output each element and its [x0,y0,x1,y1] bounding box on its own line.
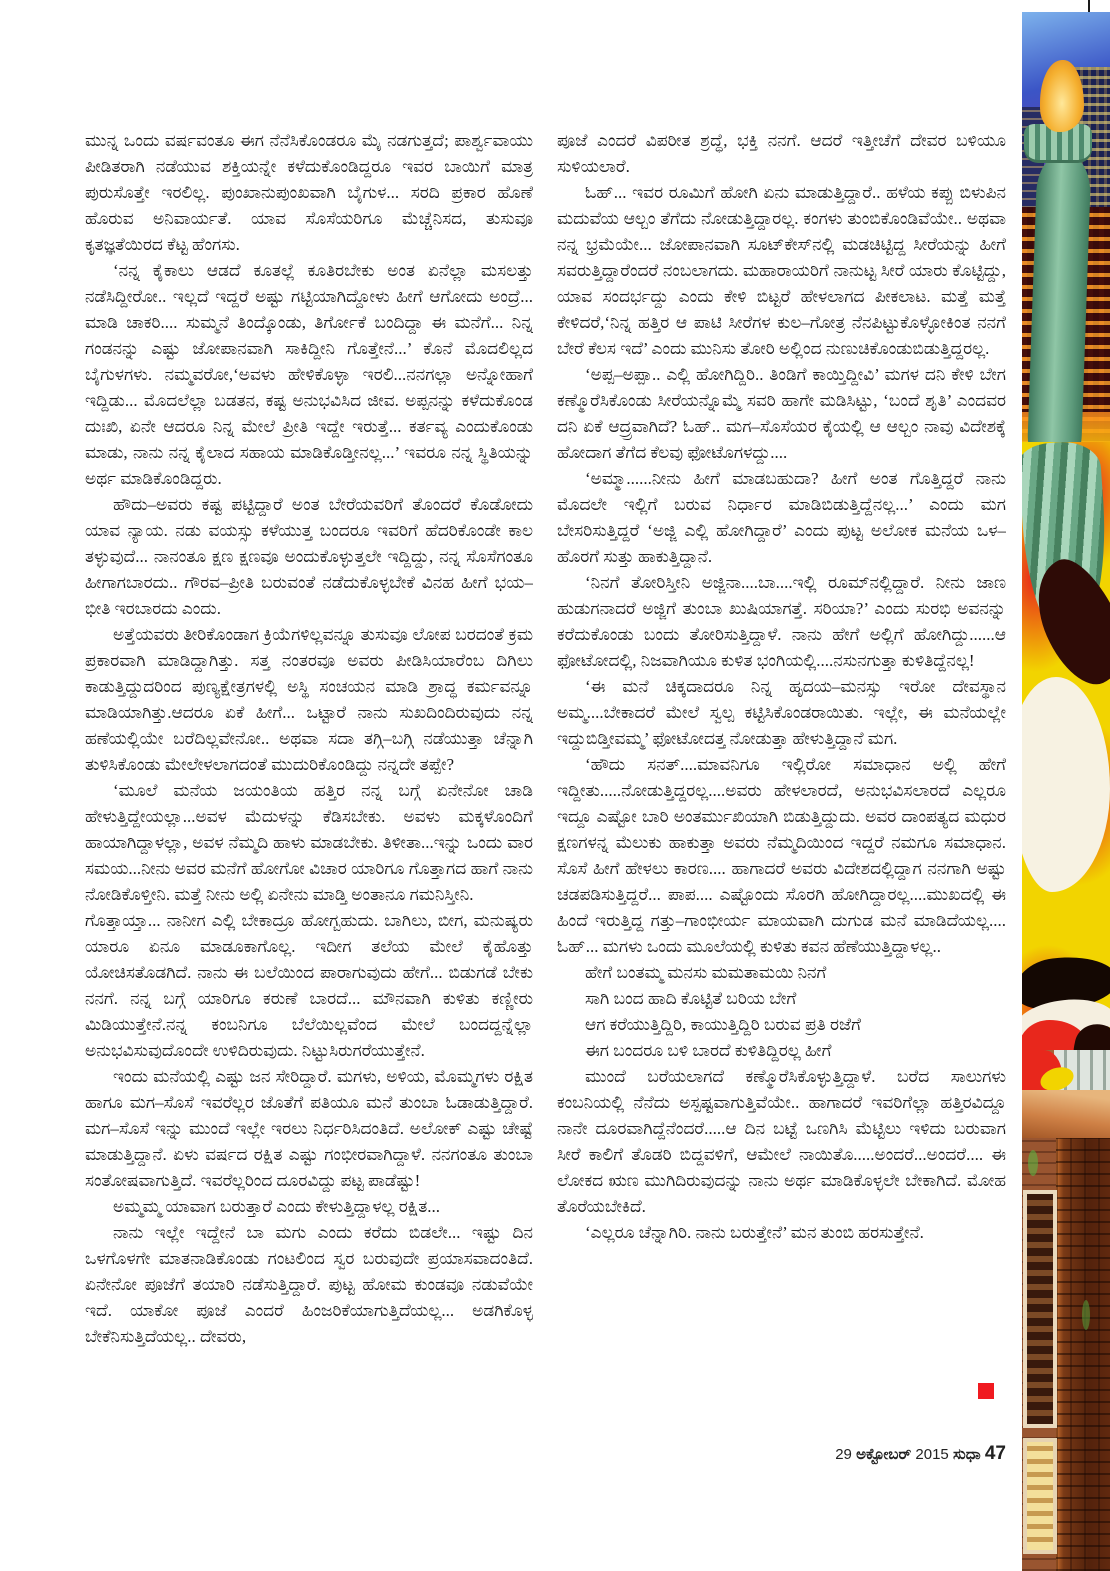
brick-pillar-art [1056,1138,1110,1571]
poem-line: ಸಾಗಿ ಬಂದ ಹಾದಿ ಕೊಟ್ಟಿತೆ ಬರಿಯ ಬೇಗೆ [585,989,797,1008]
paragraph: ಓಹ್... ಇವರ ರೂಮಿಗೆ ಹೋಗಿ ಏನು ಮಾಡುತ್ತಿದ್ದಾರೆ.. ಹಳೆಯ ಕಪ್ಪು ಬಿಳುಪಿನ ಮದುವೆಯ ಆಲ್ಬಂ ತೆಗೆದು ನೋಡುತ್ತಿದ್ದಾರಲ್ಲ. ಕಂಗಳು ತುಂಬಿಕೊಂಡಿವೆಯೇ.. ಅಥವಾ ನನ್ನ ಭ್ರಮೆಯೇ... ಜೋಪಾನವಾಗಿ ಸೂಟ್‌ಕೇಸ್‌ನಲ್ಲಿ ಮಡಚಿಟ್ಟಿದ್ದ ಸೀರೆಯನ್ನು ಹೀಗೆ ಸವರುತ್ತಿದ್ದಾರೆಂದರೆ ನಂಬಲಾಗದು. ಮಹಾರಾಯರಿಗೆ ನಾನುಟ್ಟ ಸೀರೆ ಯಾರು ಕೊಟ್ಟಿದ್ದು, ಯಾವ ಸಂದರ್ಭದ್ದು ಎಂದು ಕೇಳಿ ಬಿಟ್ಟರೆ ಹೇಳಲಾಗದ ಪೀಕಲಾಟ. ಮತ್ತೆ ಮತ್ತೆ ಕೇಳಿದರೆ,‘ನಿನ್ನ ಹತ್ತಿರ ಆ ಪಾಟಿ ಸೀರೆಗಳ ಕುಲ–ಗೋತ್ರ ನೆನಪಿಟ್ಟುಕೊಳ್ಳೋಕಿಂತ ನನಗೆ ಬೇರೆ ಕೆಲಸ ಇದೆ’ ಎಂದು ಮುನಿಸು ತೋರಿ ಅಲ್ಲಿಂದ ನುಣುಚಿಕೊಂಡುಬಿಡುತ್ತಿದ್ದರಲ್ಲ. [557,183,1006,358]
paragraph: ಮುನ್ನ ಒಂದು ವರ್ಷವಂತೂ ಈಗ ನೆನೆಸಿಕೊಂಡರೂ ಮೈ ನಡಗುತ್ತದೆ; ಪಾರ್ಶ್ವವಾಯು ಪೀಡಿತರಾಗಿ ನಡೆಯುವ ಶಕ್ತಿಯನ್ನೇ ಕಳೆದುಕೊಂಡಿದ್ದರೂ ಇವರ ಬಾಯಿಗೆ ಮಾತ್ರ ಪುರುಸೊತ್ತೇ ಇರಲಿಲ್ಲ. ಪುಂಖಾನುಪುಂಖವಾಗಿ ಬೈಗುಳ... ಸರದಿ ಪ್ರಕಾರ ಹೊಣೆ ಹೊರುವ ಅನಿವಾರ್ಯತೆ. ಯಾವ ಸೊಸೆಯರಿಗೂ ಮೆಚ್ಚೆನಿಸದ, ತುಸುವೂ ಕೃತಜ್ಞತೆಯಿರದ ಕೆಟ್ಟ ಹೆಂಗಸು. [85,131,533,254]
page-number: 47 [984,1443,1006,1464]
footer-month: ಅಕ್ಟೋಬರ್ [856,1446,912,1463]
paragraph: ಗೊತ್ತಾಯ್ತಾ... ನಾನೀಗ ಎಲ್ಲಿ ಬೇಕಾದ್ರೂ ಹೋಗ್ಬಹುದು. ಬಾಗಿಲು, ಬೀಗ, ಮನುಷ್ಯರು ಯಾರೂ ಏನೂ ಮಾಡೂಕಾಗೊಲ್ಲ. ಇದೀಗ ತಲೆಯ ಮೇಲೆ ಕೈಹೊತ್ತು ಯೋಚಿಸತೊಡಗಿದೆ. ನಾನು ಈ ಬಲೆಯಿಂದ ಪಾರಾಗುವುದು ಹೇಗೆ... ಬಿಡುಗಡೆ ಬೇಕು ನನಗೆ. ನನ್ನ ಬಗ್ಗೆ ಯಾರಿಗೂ ಕರುಣೆ ಬಾರದೆ... ಮೌನವಾಗಿ ಕುಳಿತು ಕಣ್ಣೀರು ಮಿಡಿಯುತ್ತೇನೆ.ನನ್ನ ಕಂಬನಿಗೂ ಬೆಲೆಯಿಲ್ಲವೆಂದ ಮೇಲೆ ಬಂದದ್ದನ್ನೆಲ್ಲಾ ಅನುಭವಿಸುವುದೊಂದೇ ಉಳಿದಿರುವುದು. ನಿಟ್ಟುಸಿರುಗರೆಯುತ್ತೇನೆ. [85,911,533,1060]
brick-building-art [1022,1050,1110,1571]
paragraph: ‘ನಿನಗೆ ತೋರಿಸ್ತೀನಿ ಅಜ್ಜಿನಾ....ಬಾ....ಇಲ್ಲಿ ರೂಮ್‌ನಲ್ಲಿದ್ದಾರೆ. ನೀನು ಜಾಣ ಹುಡುಗನಾದರೆ ಅಜ್ಜಿಗೆ ತುಂಬಾ ಖುಷಿಯಾಗತ್ತೆ. ಸರಿಯಾ?’ ಎಂದು ಸುರಭಿ ಅವನನ್ನು ಕರೆದುಕೊಂಡು ಬಂದು ತೋರಿಸುತ್ತಿದ್ದಾಳೆ. ನಾನು ಹೇಗೆ ಅಲ್ಲಿಗೆ ಹೋಗಿದ್ದು......ಆ ಫೋಟೋದಲ್ಲಿ, ನಿಜವಾಗಿಯೂ ಕುಳಿತ ಭಂಗಿಯಲ್ಲಿ....ನಸುನಗುತ್ತಾ ಕುಳಿತಿದ್ದೆನಲ್ಲ! [557,573,1006,670]
poem-line: ಆಗ ಕರೆಯುತ್ತಿದ್ದಿರಿ, ಕಾಯುತ್ತಿದ್ದಿರಿ ಬರುವ ಪ್ರತಿ ರಜೆಗೆ [585,1015,861,1034]
poem-block [557,960,1006,1064]
building-cornice-art [1022,1090,1110,1142]
paragraph: ‘ನನ್ನ ಕೈಕಾಲು ಆಡದೆ ಕೂತಲ್ಲೆ ಕೂತಿರಬೇಕು ಅಂತ ಏನೆಲ್ಲಾ ಮಸಲತ್ತು ನಡೆಸಿದ್ದೀರೋ.. ಇಲ್ಲದೆ ಇದ್ದರೆ ಅಷ್ಟು ಗಟ್ಟಿಯಾಗಿದ್ದೋಳು ಹೀಗೆ ಆಗೋದು ಅಂದ್ರೆ... ಮಾಡಿ ಚಾಕರಿ.... ಸುಮ್ಮನೆ ತಿಂದ್ಕೊಂಡು, ತಿರ್ಗೋಕೆ ಬಂದಿದ್ದಾ ಈ ಮನೆಗೆ... ನಿನ್ನ ಗಂಡನನ್ನು ಎಷ್ಟು ಜೋಪಾನವಾಗಿ ಸಾಕಿದ್ದೀನಿ ಗೊತ್ತೇನೆ...’ ಕೊನೆ ಮೊದಲಿಲ್ಲದ ಬೈಗುಳಗಳು. ನಮ್ಮವರೋ,‘ಅವಳು ಹೇಳಿಕೊಳ್ಳಾ ಇರಲಿ...ನನಗಲ್ಲಾ ಅನ್ನೋಹಾಗೆ ಇದ್ದಿಡು... ಮೊದಲೆಲ್ಲಾ ಬಡತನ, ಕಷ್ಟ ಅನುಭವಿಸಿದ ಜೀವ. ಅಪ್ಪನನ್ನು ಕಳೆದುಕೊಂಡ ದುಃಖಿ, ಏನೇ ಆದರೂ ನಿನ್ನ ಮೇಲೆ ಪ್ರೀತಿ ಇದ್ದೇ ಇರುತ್ತೆ... ಕರ್ತವ್ಯ ಎಂದುಕೊಂಡು ಮಾಡು, ನಾನು ನನ್ನ ಕೈಲಾದ ಸಹಾಯ ಮಾಡಿಕೊಡ್ತೀನಲ್ಲ...’ ಇವರೂ ನನ್ನ ಸ್ಥಿತಿಯನ್ನು ಅರ್ಥ ಮಾಡಿಕೊಂಡಿದ್ದರು. [85,261,533,488]
green-fleck-art [1082,1300,1090,1330]
green-fleck-art [1028,1150,1038,1176]
paragraph: ‘ಹೌದು ಸನತ್....ಮಾವನಿಗೂ ಇಲ್ಲಿರೋ ಸಮಾಧಾನ ಅಲ್ಲಿ ಹೇಗೆ ಇದ್ದೀತು.....ನೋಡುತ್ತಿದ್ದರಲ್ಲ....ಅವರು ಹೇಳಲಾರದೆ, ಅನುಭವಿಸಲಾರದೆ ಎಲ್ಲರೂ ಇದ್ದೂ ಎಷ್ಟೋ ಬಾರಿ ಅಂತರ್ಮುಖಿಯಾಗಿ ಬಿಡುತ್ತಿದ್ದುದು. ಅವರ ದಾಂಪತ್ಯದ ಮಧುರ ಕ್ಷಣಗಳನ್ನ ಮೆಲುಕು ಹಾಕುತ್ತಾ ಅವರು ನೆಮ್ಮದಿಯಿಂದ ಇದ್ದರೆ ನಮಗೂ ಸಮಾಧಾನ. ಸೊಸೆ ಹೀಗೆ ಹೇಳಲು ಕಾರಣ.... ಹಾಗಾದರೆ ಅವರು ವಿದೇಶದಲ್ಲಿದ್ದಾಗ ನನಗಾಗಿ ಅಷ್ಟು ಚಡಪಡಿಸುತ್ತಿದ್ದರೆ... ಪಾಪ.... ಎಷ್ಟೊಂದು ಸೊರಗಿ ಹೋಗಿದ್ದಾರಲ್ಲ....ಮುಖದಲ್ಲಿ ಈ ಹಿಂದೆ ಇರುತ್ತಿದ್ದ ಗತ್ತು–ಗಾಂಭೀರ್ಯ ಮಾಯವಾಗಿ ದುಗುಡ ಮನೆ ಮಾಡಿದೆಯಲ್ಲ.... ಓಹ್... ಮಗಳು ಒಂದು ಮೂಲೆಯಲ್ಲಿ ಕುಳಿತು ಕವನ ಹೆಣೆಯುತ್ತಿದ್ದಾಳಲ್ಲ.. [557,755,1006,956]
paragraph: ಇಂದು ಮನೆಯಲ್ಲಿ ಎಷ್ಟು ಜನ ಸೇರಿದ್ದಾರೆ. ಮಗಳು, ಅಳಿಯ, ಮೊಮ್ಮಗಳು ರಕ್ಷಿತ ಹಾಗೂ ಮಗ–ಸೊಸೆ ಇವರೆಲ್ಲರ ಜೊತೆಗೆ ಪತಿಯೂ ಮನೆ ತುಂಬಾ ಓಡಾಡುತ್ತಿದ್ದಾರೆ. ಮಗ–ಸೊಸೆ ಇನ್ನು ಮುಂದೆ ಇಲ್ಲೇ ಇರಲು ನಿರ್ಧರಿಸಿದಂತಿದೆ. ಅಲೋಕ್ ಎಷ್ಟು ಚೇಷ್ಟೆ ಮಾಡುತ್ತಿದ್ದಾನೆ. ಏಳು ವರ್ಷದ ರಕ್ಷಿತ ಎಷ್ಟು ಗಂಭೀರವಾಗಿದ್ದಾಳೆ. ನನಗಂತೂ ತುಂಬಾ ಸಂತೋಷವಾಗುತ್ತಿದೆ. ಇವರೆಲ್ಲರಿಂದ ದೂರವಿದ್ದು ಪಟ್ಟ ಪಾಡೆಷ್ಟು! [85,1067,533,1190]
poem-line: ಹೇಗೆ ಬಂತಮ್ಮ ಮನಸು ಮಮತಾಮಯಿ ನಿನಗೆ [585,963,827,982]
end-of-article-marker [978,1383,994,1399]
paragraph: ಹೌದು–ಅವರು ಕಷ್ಟ ಪಟ್ಟಿದ್ದಾರೆ ಅಂತ ಬೇರೆಯವರಿಗೆ ತೊಂದರೆ ಕೊಡೋದು ಯಾವ ನ್ಯಾಯ. ನಡು ವಯಸ್ಸು ಕಳೆಯುತ್ತ ಬಂದರೂ ಇವರಿಗೆ ಹೆದರಿಕೊಂಡೇ ಕಾಲ ತಳ್ಳುವುದೆ... ನಾನಂತೂ ಕ್ಷಣ ಕ್ಷಣವೂ ಅಂದುಕೊಳ್ಳುತ್ತಲೇ ಇದ್ದಿದ್ದು, ನನ್ನ ಸೊಸೆಗಂತೂ ಹೀಗಾಗಬಾರದು.. ಗೌರವ–ಪ್ರೀತಿ ಬರುವಂತೆ ನಡೆದುಕೊಳ್ಳಬೇಕೆ ವಿನಹ ಹೀಗೆ ಭಯ–ಭೀತಿ ಇರಬಾರದು ಎಂದು. [85,495,533,618]
magazine-name: ಸುಧಾ [952,1446,981,1463]
footer-year: 2015 [915,1446,949,1463]
article-right-column [557,128,1006,1418]
building-window-art [1023,1190,1057,1428]
paragraph: ನಾನು ಇಲ್ಲೇ ಇದ್ದೇನೆ ಬಾ ಮಗು ಎಂದು ಕರೆದು ಬಿಡಲೇ... ಇಷ್ಟು ದಿನ ಒಳಗೊಳಗೇ ಮಾತನಾಡಿಕೊಂಡು ಗಂಟಲಿಂದ ಸ್ವರ ಬರುವುದೇ ಪ್ರಯಾಸವಾದಂತಿದೆ. ಏನೇನೋ ಪೂಜೆಗೆ ತಯಾರಿ ನಡೆಸುತ್ತಿದ್ದಾರೆ. ಪುಟ್ಟ ಹೋಮ ಕುಂಡವೂ ನಡುವೆಯೇ ಇದೆ. ಯಾಕೋ ಪೂಜೆ ಎಂದರೆ ಹಿಂಜರಿಕೆಯಾಗುತ್ತಿದೆಯಲ್ಲ... ಅಡಗಿಕೊಳ್ಳ ಬೇಕೆನಿಸುತ್ತಿದೆಯಲ್ಲ.. ದೇವರು, [85,1223,533,1346]
paragraph: ‘ಮೂಲೆ ಮನೆಯ ಜಯಂತಿಯ ಹತ್ತಿರ ನನ್ನ ಬಗ್ಗೆ ಏನೇನೋ ಚಾಡಿ ಹೇಳುತ್ತಿದ್ದೇಯಲ್ಲಾ...ಅವಳ ಮೆದುಳನ್ನು ಕೆಡಿಸಬೇಕು. ಅವಳು ಮಕ್ಕಳೊಂದಿಗೆ ಹಾಯಾಗಿದ್ದಾಳಲ್ಲಾ, ಅವಳ ನೆಮ್ಮದಿ ಹಾಳು ಮಾಡಬೇಕು. ತಿಳೀತಾ...ಇನ್ನು ಒಂದು ವಾರ ಸಮಯ...ನೀನು ಅವರ ಮನೆಗೆ ಹೋಗೋ ವಿಚಾರ ಯಾರಿಗೂ ಗೊತ್ತಾಗದ ಹಾಗೆ ನಾನು ನೋಡಿಕೊಳ್ತೀನಿ. ಮತ್ತೆ ನೀನು ಅಲ್ಲಿ ಏನೇನು ಮಾಡ್ತಿ ಅಂತಾನೂ ಗಮನಿಸ್ತೀನಿ. [85,781,533,904]
building-lit-window-art [1023,1438,1057,1554]
paragraph: ‘ಈ ಮನೆ ಚಿಕ್ಕದಾದರೂ ನಿನ್ನ ಹೃದಯ–ಮನಸ್ಸು ಇರೋ ದೇವಸ್ಥಾನ ಅಮ್ಮ....ಬೇಕಾದರೆ ಮೇಲೆ ಸ್ವಲ್ಪ ಕಟ್ಟಿಸಿಕೊಂಡರಾಯಿತು. ಇಲ್ಲೇ, ಈ ಮನೆಯಲ್ಲೇ ಇದ್ದುಬಿಡ್ತೀವಮ್ಮ’ ಫೋಟೋದತ್ತ ನೋಡುತ್ತಾ ಹೇಳುತ್ತಿದ್ದಾನೆ ಮಗ. [557,677,1006,748]
footer-date-day: 29 [835,1446,852,1463]
paragraph: ಮುಂದೆ ಬರೆಯಲಾಗದೆ ಕಣ್ಮೊರೆಸಿಕೊಳ್ಳುತ್ತಿದ್ದಾಳೆ. ಬರೆದ ಸಾಲುಗಳು ಕಂಬನಿಯಲ್ಲಿ ನೆನೆದು ಅಸ್ಪಷ್ಟವಾಗುತ್ತಿವೆಯೇ.. ಹಾಗಾದರೆ ಇವರಿಗೆಲ್ಲಾ ಹತ್ತಿರವಿದ್ದೂ ನಾನೇ ದೂರವಾಗಿದ್ದೆನೆಂದರೆ.....ಆ ದಿನ ಬಟ್ಟೆ ಒಣಗಿಸಿ ಮೆಟ್ಟಿಲು ಇಳಿದು ಬರುವಾಗ ಸೀರೆ ಕಾಲಿಗೆ ತೊಡರಿ ಬಿದ್ದವಳಿಗೆ, ಆಮೇಲೆ ನಾಯಿತೊ.....ಅಂದರೆ...ಅಂದರೆ.... ಈ ಲೋಕದ ಋಣ ಮುಗಿದಿರುವುದನ್ನು ನಾನು ಅರ್ಥ ಮಾಡಿಕೊಳ್ಳಲೇ ಬೇಕಾಗಿದೆ. ಮೋಹ ತೊರೆಯಬೇಕಿದೆ. [557,1067,1006,1216]
poem-line: ಈಗ ಬಂದರೂ ಬಳಿ ಬಾರದೆ ಕುಳಿತಿದ್ದಿರಲ್ಲ ಹೀಗೆ [585,1041,832,1060]
page-footer [706,1443,1006,1465]
paragraph: ‘ಅಮ್ಮಾ......ನೀನು ಹೀಗೆ ಮಾಡಬಹುದಾ? ಹೀಗೆ ಅಂತ ಗೊತ್ತಿದ್ದರೆ ನಾನು ಮೊದಲೇ ಇಲ್ಲಿಗೆ ಬರುವ ನಿರ್ಧಾರ ಮಾಡಿಬಿಡುತ್ತಿದ್ದೆನಲ್ಲ...’ ಎಂದು ಮಗ ಬೇಸರಿಸುತ್ತಿದ್ದರೆ ‘ಅಜ್ಜಿ ಎಲ್ಲಿ ಹೋಗಿದ್ದಾರೆ’ ಎಂದು ಪುಟ್ಟ ಅಲೋಕ ಮನೆಯ ಒಳ–ಹೊರಗೆ ಸುತ್ತು ಹಾಕುತ್ತಿದ್ದಾನೆ. [557,469,1006,566]
paragraph: ಪೂಜೆ ಎಂದರೆ ವಿಪರೀತ ಶ್ರದ್ಧೆ, ಭಕ್ತಿ ನನಗೆ. ಆದರೆ ಇತ್ತೀಚೆಗೆ ದೇವರ ಬಳಿಯೂ ಸುಳಿಯಲಾರೆ. [557,131,1006,176]
paragraph: ‘ಎಲ್ಲರೂ ಚೆನ್ನಾಗಿರಿ. ನಾನು ಬರುತ್ತೇನೆ’ ಮನ ತುಂಬಿ ಹರಸುತ್ತೇನೆ. [585,1223,924,1242]
paragraph: ಅಮ್ಮಮ್ಮ ಯಾವಾಗ ಬರುತ್ತಾರೆ ಎಂದು ಕೇಳುತ್ತಿದ್ದಾಳಲ್ಲ ರಕ್ಷಿತ... [113,1197,441,1216]
statue-of-liberty-arm-art [1026,153,1091,475]
paragraph: ‘ಅಪ್ಪ–ಅಪ್ಪಾ.. ಎಲ್ಲಿ ಹೋಗಿದ್ದಿರಿ.. ತಿಂಡಿಗೆ ಕಾಯ್ತಿದ್ದೀವಿ’ ಮಗಳ ದನಿ ಕೇಳಿ ಬೇಗ ಕಣ್ಮೊರೆಸಿಕೊಂಡು ಸೀರೆಯನ್ನೊಮ್ಮೆ ಸವರಿ ಹಾಗೇ ಮಡಿಸಿಟ್ಟು, ‘ಬಂದೆ ಶೃತಿ’ ಎಂದವರ ದನಿ ಏಕೆ ಆದ್ರ್ರವಾಗಿದೆ? ಓಹ್.. ಮಗ–ಸೊಸೆಯರ ಕೈಯಲ್ಲಿ ಆ ಆಲ್ಬಂ ನಾವು ವಿದೇಶಕ್ಕೆ ಹೋದಾಗ ತೆಗೆದ ಕೆಲವು ಫೋಟೊಗಳದ್ದು.... [557,365,1006,462]
paragraph: ಅತ್ತೆಯವರು ತೀರಿಕೊಂಡಾಗ ಕ್ರಿಯೆಗಳಿಲ್ಲವನ್ನೂ ತುಸುವೂ ಲೋಪ ಬರದಂತೆ ಕ್ರಮ ಪ್ರಕಾರವಾಗಿ ಮಾಡಿದ್ದಾಗಿತ್ತು. ಸತ್ತ ನಂತರವೂ ಅವರು ಪೀಡಿಸಿಯಾರೆಂಬ ದಿಗಿಲು ಕಾಡುತ್ತಿದ್ದುದರಿಂದ ಪುಣ್ಯಕ್ಷೇತ್ರಗಳಲ್ಲಿ ಅಸ್ಥಿ ಸಂಚಯನ ಮಾಡಿ ಶ್ರಾದ್ಧ ಕರ್ಮವನ್ನೂ ಮಾಡಿಯಾಗಿತ್ತು.ಆದರೂ ಏಕೆ ಹೀಗೆ... ಒಟ್ಟಾರೆ ನಾನು ಸುಖದಿಂದಿರುವುದು ನನ್ನ ಹಣೆಯಲ್ಲಿಯೇ ಬರೆದಿಲ್ಲವೇನೋ.. ಅಥವಾ ಸದಾ ತಗ್ಗಿ–ಬಗ್ಗಿ ನಡೆಯುತ್ತಾ ಚೆನ್ನಾಗಿ ತುಳಿಸಿಕೊಂಡು ಮೇಲೇಳಲಾಗದಂತೆ ಮುದುರಿಕೊಂಡಿದ್ದು ನನ್ನದೇ ತಪ್ಪೇ? [85,625,533,774]
cover-art-strip [1022,12,1110,1571]
article-left-column [85,128,533,1468]
